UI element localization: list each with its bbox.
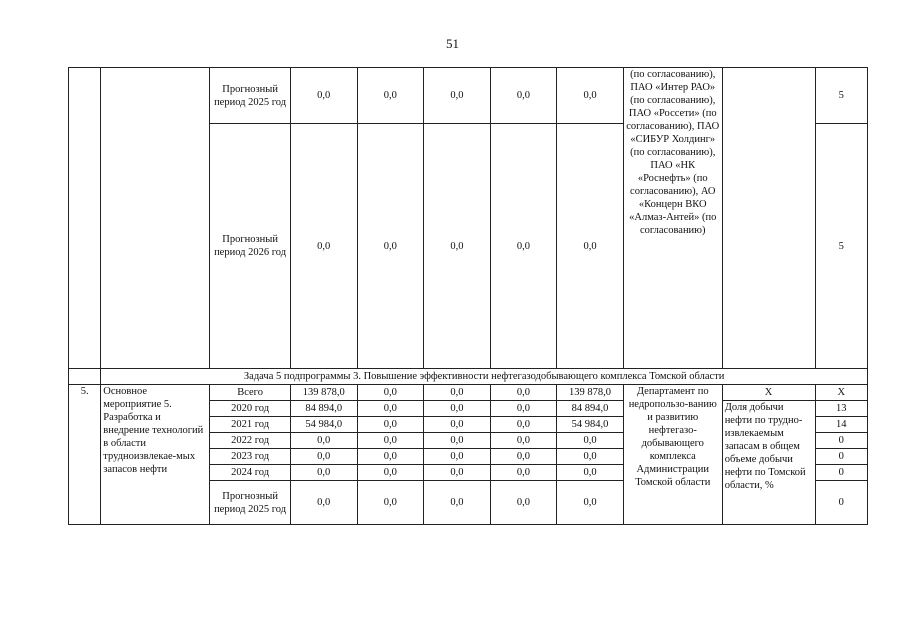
period-cell: Прогнозный период 2025 год	[210, 481, 291, 525]
value-cell: 0,0	[424, 124, 491, 369]
value-cell: 0,0	[424, 417, 491, 433]
activity-name: Основное мероприятие 5. Разработка и внедрение технологий в области трудноизвлекае-мых запасов нефти	[101, 385, 210, 525]
task-row	[69, 369, 868, 385]
value-cell: 0,0	[557, 465, 624, 481]
activity-number: 5.	[69, 385, 101, 525]
value-cell: 0,0	[557, 433, 624, 449]
value-cell: 0,0	[357, 449, 424, 465]
value-cell: 0,0	[357, 68, 424, 124]
value-cell: 0,0	[557, 481, 624, 525]
value-cell: 0,0	[424, 481, 491, 525]
indicator-value-cell: Х	[815, 385, 868, 401]
value-cell: 0,0	[424, 68, 491, 124]
task-number-empty	[69, 369, 101, 385]
value-cell: 0,0	[290, 124, 357, 369]
value-cell: 139 878,0	[557, 385, 624, 401]
value-cell: 0,0	[424, 465, 491, 481]
task-title: Задача 5 подпрограммы 3. Повышение эффективности нефтегазодобывающего комплекса Томской области	[101, 369, 868, 385]
indicator-value-cell: 14	[815, 417, 868, 433]
period-cell: Всего	[210, 385, 291, 401]
value-cell: 0,0	[290, 68, 357, 124]
value-cell: 0,0	[290, 481, 357, 525]
value-cell: 0,0	[490, 124, 557, 369]
value-cell: 0,0	[490, 433, 557, 449]
value-cell: 84 894,0	[557, 401, 624, 417]
value-cell: 0,0	[357, 433, 424, 449]
indicator-name-cell: Доля добычи нефти по трудно-извлекаемым запасам в общем объеме добычи нефти по Томской области, %	[722, 401, 815, 525]
value-cell: 54 984,0	[557, 417, 624, 433]
value-cell: 0,0	[490, 385, 557, 401]
period-cell: Прогнозный период 2026 год	[210, 124, 291, 369]
value-cell: 0,0	[357, 385, 424, 401]
value-cell: 0,0	[290, 465, 357, 481]
value-cell: 0,0	[490, 401, 557, 417]
value-cell: 84 894,0	[290, 401, 357, 417]
indicator-value-cell: 13	[815, 401, 868, 417]
value-cell: 0,0	[424, 433, 491, 449]
value-cell: 0,0	[357, 417, 424, 433]
value-cell: 0,0	[490, 68, 557, 124]
indicator-header-cell: Х	[722, 385, 815, 401]
value-cell: 0,0	[490, 481, 557, 525]
indicator-value-cell: 0	[815, 481, 868, 525]
indicator-value-cell: 5	[815, 68, 868, 124]
period-cell: Прогнозный период 2025 год	[210, 68, 291, 124]
value-cell: 0,0	[490, 449, 557, 465]
value-cell: 0,0	[557, 68, 624, 124]
executors-cell: (по согласованию), ПАО «Интер РАО» (по согласованию), ПАО «Россети» (по согласованию), ПАО «СИБУР Холдинг» (по согласованию), ПАО «НК «Роснефть» (по согласованию), АО «Концерн ВКО «Алмаз-Антей» (по согласованию)	[623, 68, 722, 369]
value-cell: 139 878,0	[290, 385, 357, 401]
period-cell: 2024 год	[210, 465, 291, 481]
value-cell: 0,0	[424, 449, 491, 465]
indicator-value-cell: 5	[815, 124, 868, 369]
indicator-value-cell: 0	[815, 465, 868, 481]
value-cell: 0,0	[557, 124, 624, 369]
table-row	[69, 68, 868, 124]
value-cell: 0,0	[490, 465, 557, 481]
value-cell: 0,0	[357, 465, 424, 481]
indicator-value-cell: 0	[815, 449, 868, 465]
value-cell: 54 984,0	[290, 417, 357, 433]
indicator-value-cell: 0	[815, 433, 868, 449]
name-cell-empty	[101, 68, 210, 369]
period-cell: 2022 год	[210, 433, 291, 449]
table-row	[69, 385, 868, 401]
program-table	[68, 67, 868, 525]
number-cell-empty	[69, 68, 101, 369]
value-cell: 0,0	[490, 417, 557, 433]
value-cell: 0,0	[557, 449, 624, 465]
value-cell: 0,0	[357, 481, 424, 525]
value-cell: 0,0	[290, 433, 357, 449]
period-cell: 2023 год	[210, 449, 291, 465]
executor-cell: Департамент по недропользо-ванию и развитию нефтегазо-добывающего комплекса Администрации Томской области	[623, 385, 722, 525]
period-cell: 2021 год	[210, 417, 291, 433]
value-cell: 0,0	[357, 401, 424, 417]
value-cell: 0,0	[290, 449, 357, 465]
value-cell: 0,0	[424, 401, 491, 417]
page-number: 51	[446, 36, 459, 51]
period-cell: 2020 год	[210, 401, 291, 417]
value-cell: 0,0	[357, 124, 424, 369]
indicator-name-empty	[722, 68, 815, 369]
value-cell: 0,0	[424, 385, 491, 401]
